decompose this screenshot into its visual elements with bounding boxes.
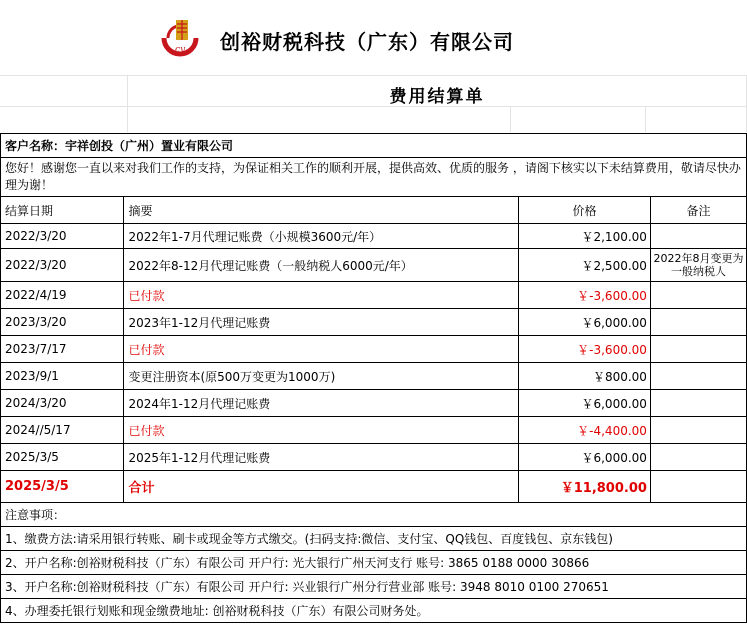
row-price: ￥6,000.00 xyxy=(519,390,651,417)
row-desc: 2024年1-12月代理记账费 xyxy=(124,390,519,417)
row-price: ￥-3,600.00 xyxy=(519,282,651,309)
row-date: 2024/3/20 xyxy=(1,390,124,417)
row-price: ￥800.00 xyxy=(519,363,651,390)
row-note: 2022年8月变更为一般纳税人 xyxy=(650,249,746,282)
table-row xyxy=(1,390,747,417)
customer-row xyxy=(1,134,747,158)
notes-title: 注意事项： xyxy=(1,503,747,527)
row-desc: 2022年1-7月代理记账费（小规模3600元/年） xyxy=(124,224,519,249)
header-date: 结算日期 xyxy=(1,197,124,224)
greeting-row xyxy=(1,158,747,197)
row-note xyxy=(650,309,746,336)
table-row xyxy=(1,363,747,390)
total-note xyxy=(650,471,746,503)
row-date: 2022/3/20 xyxy=(1,224,124,249)
header-price: 价格 xyxy=(519,197,651,224)
note-item-row xyxy=(1,551,747,575)
note-item: 4、办理委托银行划账和现金缴费地址: 创裕财税科技（广东）有限公司财务处。 xyxy=(1,599,747,623)
row-note xyxy=(650,390,746,417)
header-note: 备注 xyxy=(650,197,746,224)
row-note xyxy=(650,282,746,309)
notes-title-row xyxy=(1,503,747,527)
row-price: ￥2,100.00 xyxy=(519,224,651,249)
settlement-table xyxy=(0,133,747,623)
company-name: 创裕财税科技（广东）有限公司 xyxy=(220,30,514,54)
row-desc: 2025年1-12月代理记账费 xyxy=(124,444,519,471)
row-date: 2025/3/5 xyxy=(1,444,124,471)
customer-name: 客户名称：宇祥创投（广州）置业有限公司 xyxy=(1,134,747,158)
row-desc: 2022年8-12月代理记账费（一般纳税人6000元/年） xyxy=(124,249,519,282)
total-row xyxy=(1,471,747,503)
greeting-text: 您好！感谢您一直以来对我们工作的支持，为保证相关工作的顺利开展，提供高效、优质的服务 ，请阁下核实以下未结算费用，敬请尽快办理为谢！ xyxy=(1,158,747,197)
row-desc: 已付款 xyxy=(124,282,519,309)
row-desc: 已付款 xyxy=(124,417,519,444)
table-row xyxy=(1,444,747,471)
row-note xyxy=(650,444,746,471)
row-desc: 已付款 xyxy=(124,336,519,363)
row-date: 2023/7/17 xyxy=(1,336,124,363)
company-row xyxy=(0,0,747,75)
table-header-row xyxy=(1,197,747,224)
company-logo-icon xyxy=(158,14,202,58)
row-date: 2024//5/17 xyxy=(1,417,124,444)
row-note xyxy=(650,224,746,249)
row-date: 2023/9/1 xyxy=(1,363,124,390)
table-row xyxy=(1,309,747,336)
row-date: 2022/3/20 xyxy=(1,249,124,282)
svg-text:cy: cy xyxy=(174,45,186,55)
note-item-row xyxy=(1,527,747,551)
row-price: ￥6,000.00 xyxy=(519,309,651,336)
row-price: ￥-3,600.00 xyxy=(519,336,651,363)
table-row xyxy=(1,417,747,444)
note-item: 3、开户名称:创裕财税科技（广东）有限公司 开户行: 兴业银行广州分行营业部 账号: 3948 8010 0100 270651 xyxy=(1,575,747,599)
row-date: 2023/3/20 xyxy=(1,309,124,336)
row-price: ￥-4,400.00 xyxy=(519,417,651,444)
table-row xyxy=(1,282,747,309)
row-desc: 2023年1-12月代理记账费 xyxy=(124,309,519,336)
row-date: 2022/4/19 xyxy=(1,282,124,309)
row-note xyxy=(650,417,746,444)
row-note xyxy=(650,363,746,390)
row-note xyxy=(650,336,746,363)
document-title: 费用结算单 xyxy=(389,87,485,107)
title-row xyxy=(128,76,746,106)
note-item-row xyxy=(1,575,747,599)
note-item: 1、缴费方法:请采用银行转账、刷卡或现金等方式缴交。(扫码支持:微信、支付宝、QQ钱包、百度钱包、京东钱包) xyxy=(1,527,747,551)
row-price: ￥2,500.00 xyxy=(519,249,651,282)
total-date: 2025/3/5 xyxy=(1,471,124,503)
table-row xyxy=(1,224,747,249)
total-amount: ￥11,800.00 xyxy=(519,471,651,503)
sheet-header xyxy=(0,0,747,132)
note-item-row xyxy=(1,599,747,623)
header-desc: 摘要 xyxy=(124,197,519,224)
total-label: 合计 xyxy=(124,471,519,503)
row-price: ￥6,000.00 xyxy=(519,444,651,471)
table-row xyxy=(1,336,747,363)
row-desc: 变更注册资本(原500万变更为1000万) xyxy=(124,363,519,390)
note-item: 2、开户名称:创裕财税科技（广东）有限公司 开户行: 光大银行广州天河支行 账号: 3865 0188 0000 30866 xyxy=(1,551,747,575)
table-row xyxy=(1,249,747,282)
